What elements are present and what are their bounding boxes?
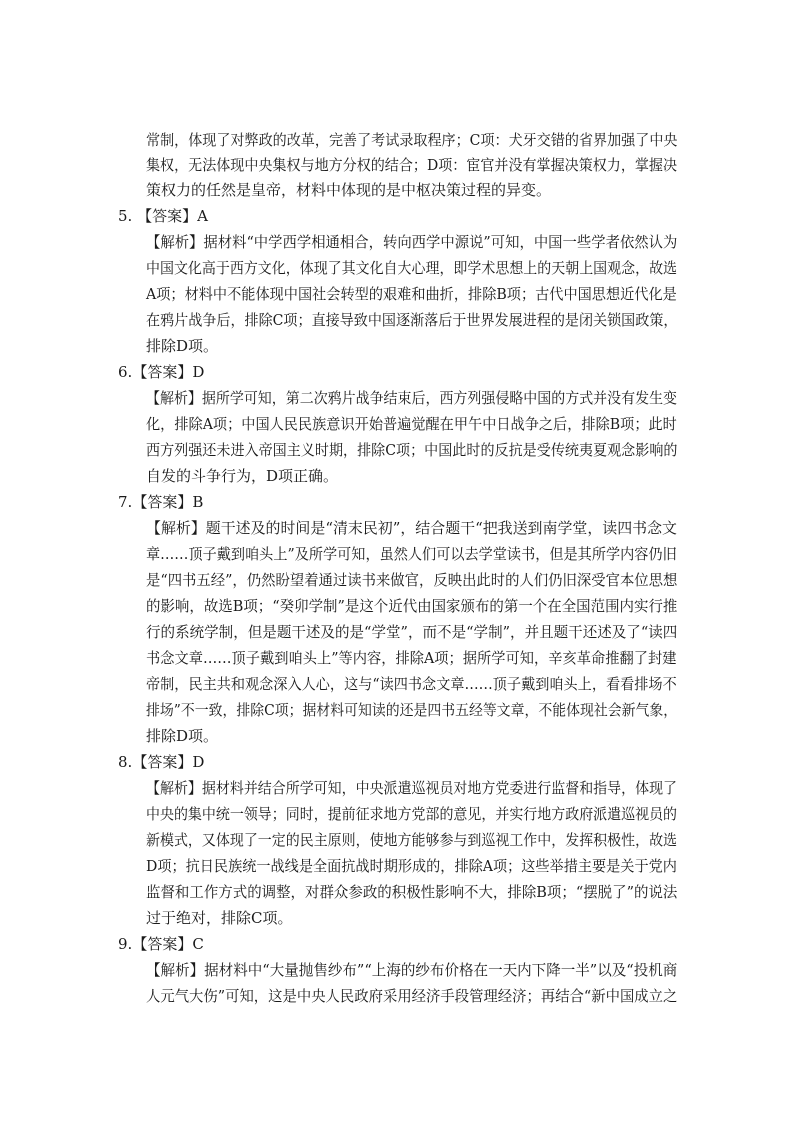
analysis-line: 排除D项。 [146,337,219,355]
answer-label: 【答案】A [137,207,208,225]
analysis-line: 【解析】据材料中“大量抛售纱布”“上海的纱布价格在一天内下降一半”以及“投机商 [146,961,678,979]
text-line: 策权力的任然是皇帝，材料中体现的是中枢决策过程的异变。 [146,181,552,199]
analysis-line: 是“四书五经”，仍然盼望着通过读书来做官，反映出此时的人们仍旧深受官本位思想 [146,571,678,589]
analysis-line: 【解析】据所学可知，第二次鸦片战争结束后，西方列强侵略中国的方式并没有发生变 [146,389,678,407]
analysis-line: 行的系统学制，但是题干述及的是“学堂”，而不是“学制”，并且题干还述及了“读四 [146,623,678,641]
question-number: 5. [118,207,133,225]
analysis-line: 人元气大伤”可知，这是中央人民政府采用经济手段管理经济；再结合“新中国成立之 [146,987,678,1005]
question-number: 6. [118,363,133,381]
answer-line [118,752,204,772]
text-line: 常制，体现了对弊政的改革，完善了考试录取程序；C项：犬牙交错的省界加强了中央 [146,131,678,149]
answer-line [118,206,208,226]
analysis-line: 自发的斗争行为，D项正确。 [146,467,339,485]
analysis-line: 【解析】题干述及的时间是“清末民初”，结合题干“把我送到南学堂，读四书念文 [146,519,677,537]
text-line: 集权，无法体现中央集权与地方分权的结合；D项：宦官并没有掌握决策权力，掌握决 [146,156,678,174]
analysis-line: 中央的集中统一领导；同时，提前征求地方党部的意见，并实行地方政府派遣巡视员的 [146,805,678,823]
analysis-line: 监督和工作方式的调整，对群众参政的积极性影响不大，排除B项；“摆脱了”的说法 [146,883,678,901]
analysis-line: A项；材料中不能体现中国社会转型的艰难和曲折，排除B项；古代中国思想近代化是 [146,285,677,303]
analysis-line: 【解析】据材料并结合所学可知，中央派遣巡视员对地方党委进行监督和指导，体现了 [146,779,678,797]
analysis-line: D项；抗日民族统一战线是全面抗战时期形成的，排除A项；这些举措主要是关于党内 [146,857,677,875]
analysis-line: 书念文章……顶子戴到咱头上”等内容，排除A项；据所学可知，辛亥革命推翻了封建 [146,649,677,667]
analysis-line: 化，排除A项；中国人民民族意识开始普遍觉醒在甲午中日战争之后，排除B项；此时 [146,415,677,433]
analysis-line: 【解析】据材料“中学西学相通相合，转向西学中源说”可知，中国一些学者依然认为 [146,233,678,251]
answer-label: 【答案】B [132,493,204,511]
analysis-line: 章……顶子戴到咱头上”及所学可知，虽然人们可以去学堂读书，但是其所学内容仍旧 [146,545,677,563]
analysis-line: 排场”不一致，排除C项；据材料可知读的还是四书五经等文章，不能体现社会新气象， [146,701,678,719]
analysis-line: 在鸦片战争后，排除C项；直接导致中国逐渐落后于世界发展进程的是闭关锁国政策， [146,311,678,329]
question-number: 8. [118,753,133,771]
question-number: 9. [118,935,133,953]
answer-label: 【答案】D [132,363,205,381]
analysis-line: 中国文化高于西方文化，体现了其文化自大心理，即学术思想上的天朝上国观念，故选 [146,259,678,277]
question-number: 7. [118,493,133,511]
analysis-line: 排除D项。 [146,727,219,745]
analysis-line: 新模式，又体现了一定的民主原则，使地方能够参与到巡视工作中，发挥积极性，故选 [146,831,678,849]
analysis-line: 帝制，民主共和观念深入人心，这与“读四书念文章……顶子戴到咱头上，看看排场不 [146,675,677,693]
analysis-line: 的影响，故选B项；“癸卯学制”是这个近代由国家颁布的第一个在全国范围内实行推 [146,597,678,615]
answer-label: 【答案】C [132,935,204,953]
answer-line [118,492,203,512]
analysis-line: 西方列强还未进入帝国主义时期，排除C项；中国此时的反抗是受传统夷夏观念影响的 [146,441,678,459]
analysis-line: 过于绝对，排除C项。 [146,909,293,927]
answer-line [118,362,204,382]
answer-line [118,934,204,954]
answer-label: 【答案】D [132,753,205,771]
